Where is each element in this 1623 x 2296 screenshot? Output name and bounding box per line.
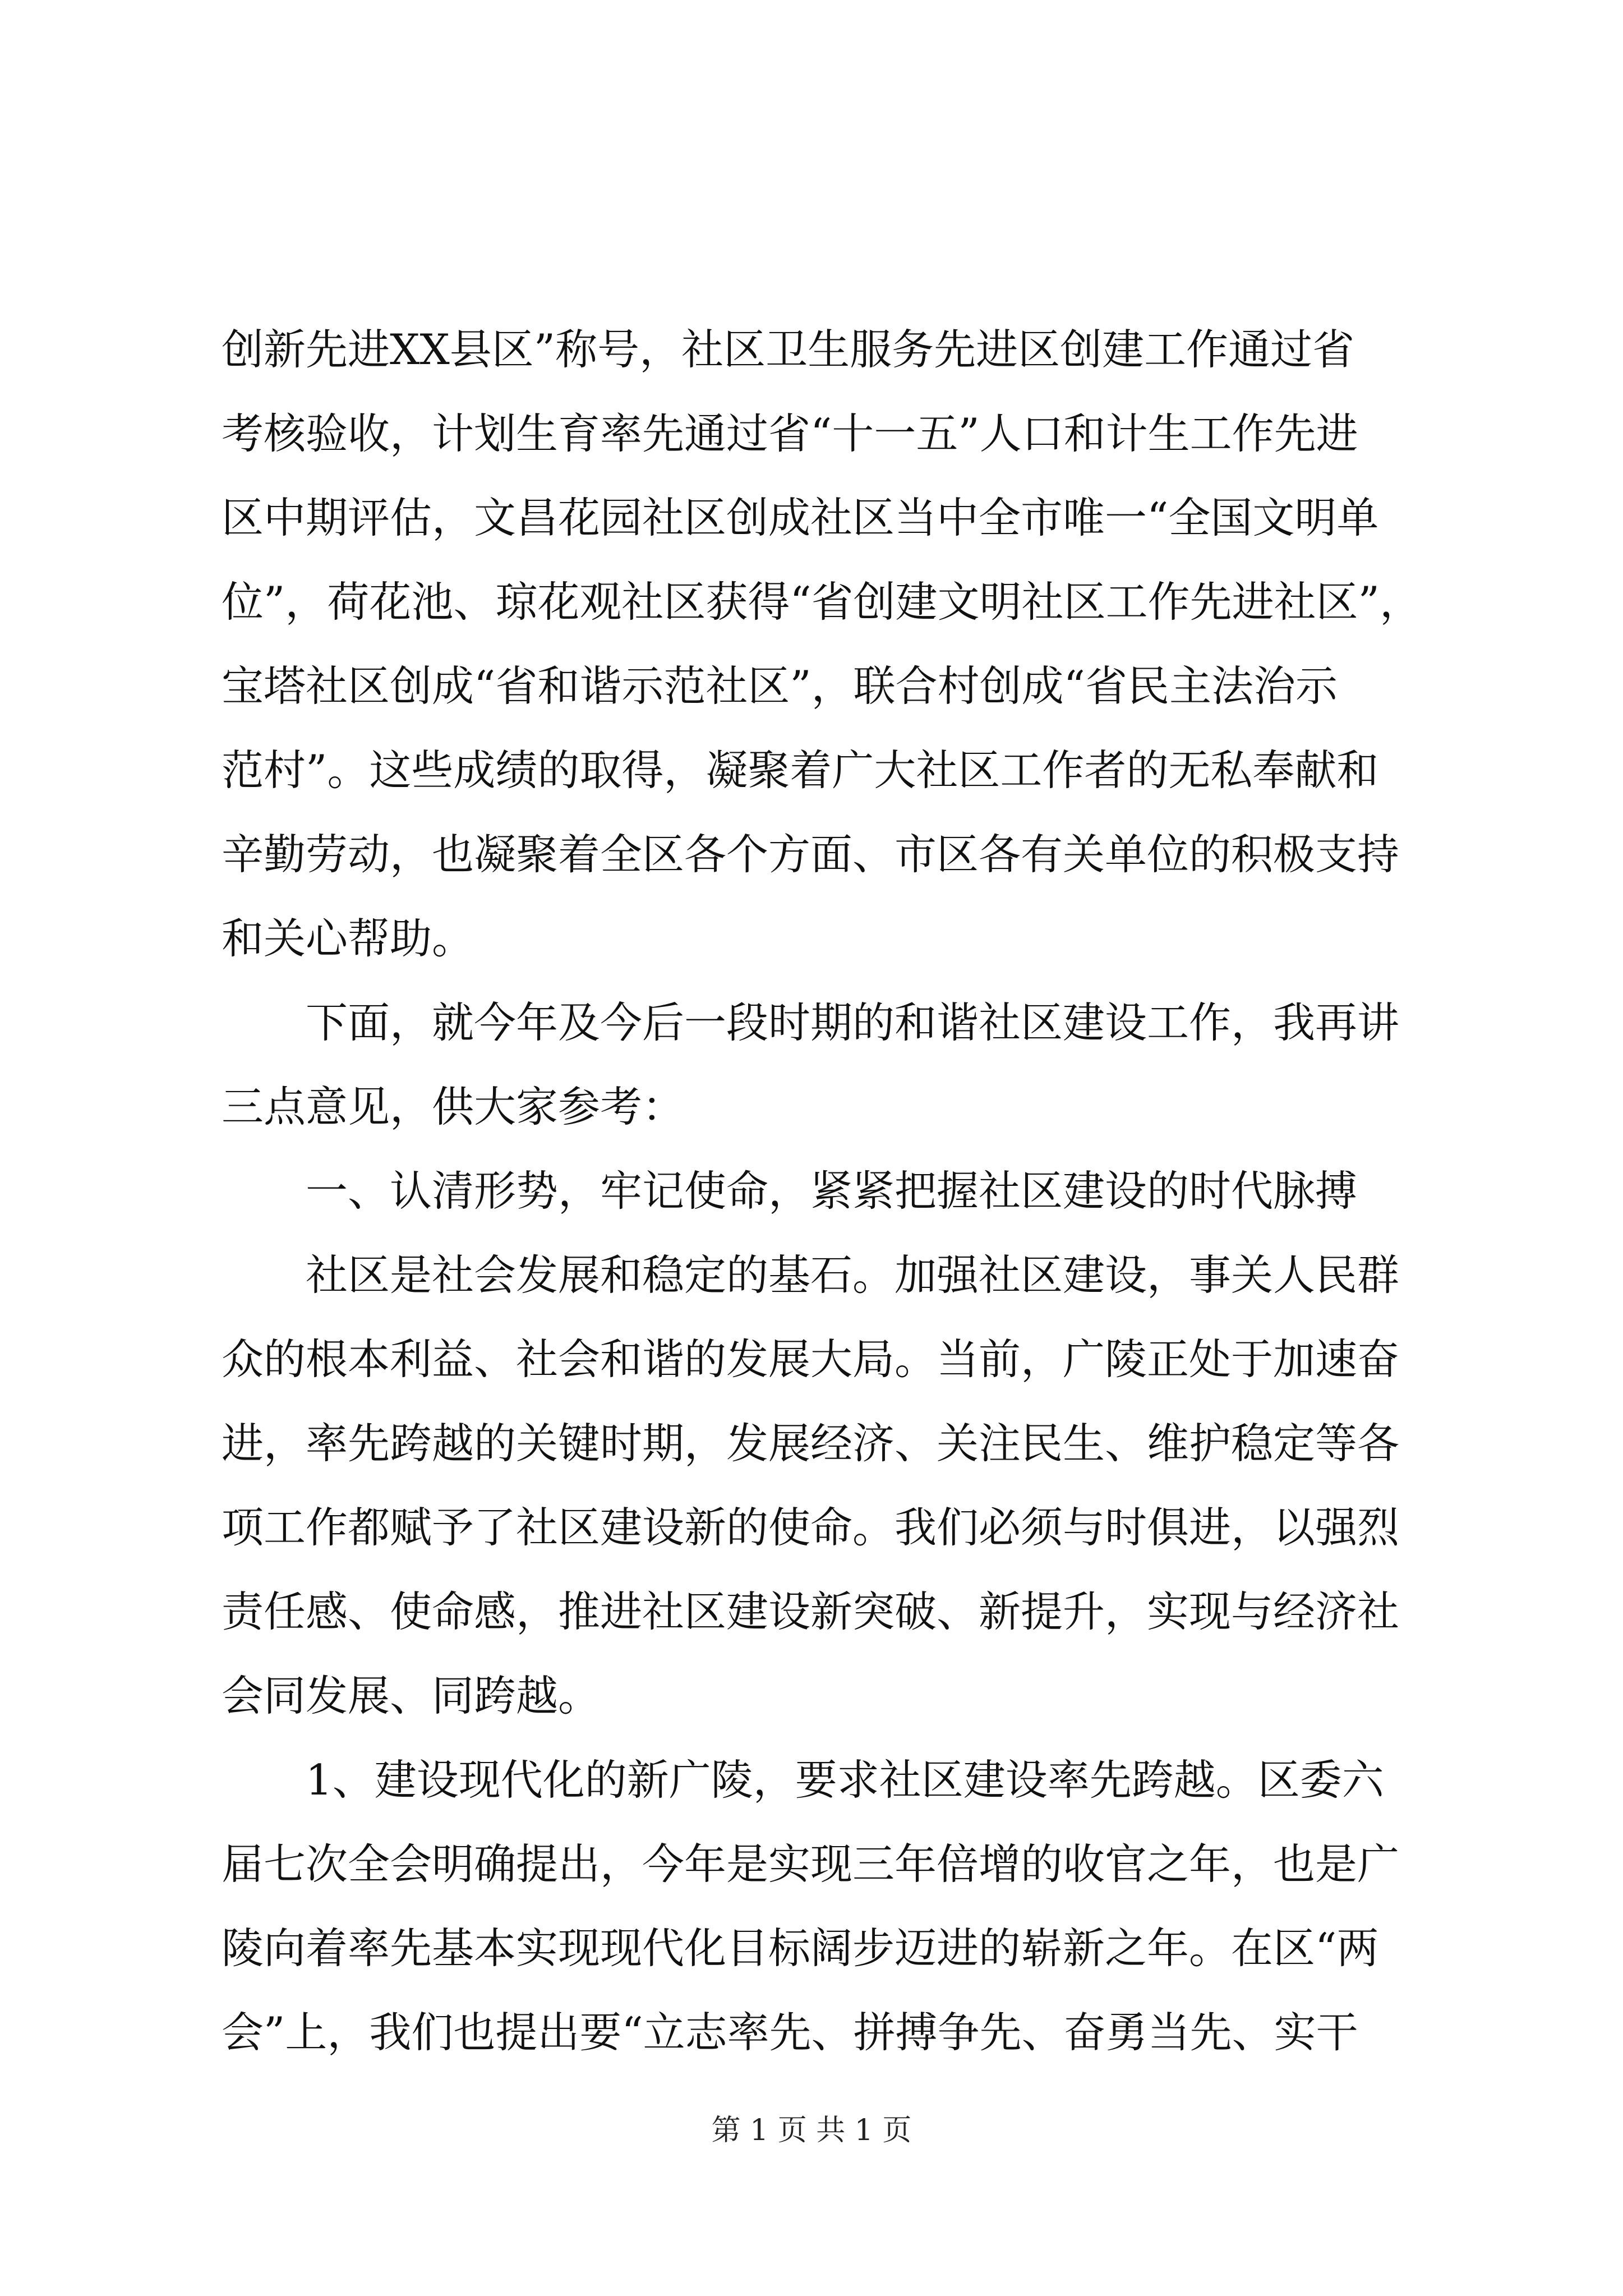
section-heading: 一、认清形势，牢记使命，紧紧把握社区建设的时代脉搏: [306, 1166, 1358, 1216]
text-line: 陵向着率先基本实现现代化目标阔步迈进的崭新之年。在区“两: [222, 1924, 1379, 1973]
text-line: 进，率先跨越的关键时期，发展经济、关注民生、维护稳定等各: [222, 1419, 1400, 1468]
text-line: 会同发展、同跨越。: [222, 1671, 601, 1720]
text-line: 宝塔社区创成“省和谐示范社区”，联合村创成“省民主法治示: [222, 661, 1338, 711]
text-line: 和关心帮助。: [222, 914, 474, 963]
text-line: 会”上，我们也提出要“立志率先、拼搏争先、奋勇当先、实干: [222, 2008, 1358, 2057]
paragraph-point-one: [222, 1738, 1408, 2074]
paragraph-community-foundation: [222, 1233, 1408, 1738]
section-heading-one: [222, 1149, 1408, 1233]
text-line: 考核验收，计划生育率先通过省“十一五”人口和计生工作先进: [222, 409, 1358, 458]
paragraph-achievements: [222, 307, 1422, 981]
text-line: 辛勤劳动，也凝聚着全区各个方面、市区各有关单位的积极支持: [222, 830, 1400, 879]
text-line: 项工作都赋予了社区建设新的使命。我们必须与时俱进，以强烈: [222, 1503, 1400, 1552]
text-line: 创新先进XX县区”称号，社区卫生服务先进区创建工作通过省: [222, 325, 1355, 374]
text-line: 区中期评估，文昌花园社区创成社区当中全市唯一“全国文明单: [222, 493, 1379, 542]
page-footer: 第 1 页 共 1 页: [711, 2114, 912, 2147]
text-line: 三点意见，供大家参考：: [222, 1082, 685, 1131]
paragraph-opinions-intro: [222, 981, 1408, 1149]
text-line: 社区是社会发展和稳定的基石。加强社区建设，事关人民群: [306, 1250, 1400, 1300]
text-line: 1、建设现代化的新广陵，要求社区建设率先跨越。区委六: [306, 1755, 1384, 1805]
text-line: 众的根本利益、社会和谐的发展大局。当前，广陵正处于加速奋: [222, 1335, 1400, 1384]
text-line: 责任感、使命感，推进社区建设新突破、新提升，实现与经济社: [222, 1587, 1400, 1636]
text-line: 届七次全会明确提出，今年是实现三年倍增的收官之年，也是广: [222, 1839, 1400, 1889]
text-line: 位”，荷花池、琼花观社区获得“省创建文明社区工作先进社区”，: [222, 577, 1422, 627]
document-body: [222, 307, 1422, 2074]
text-line: 下面，就今年及今后一段时期的和谐社区建设工作，我再讲: [306, 998, 1400, 1047]
text-line: 范村”。这些成绩的取得，凝聚着广大社区工作者的无私奉献和: [222, 746, 1379, 795]
